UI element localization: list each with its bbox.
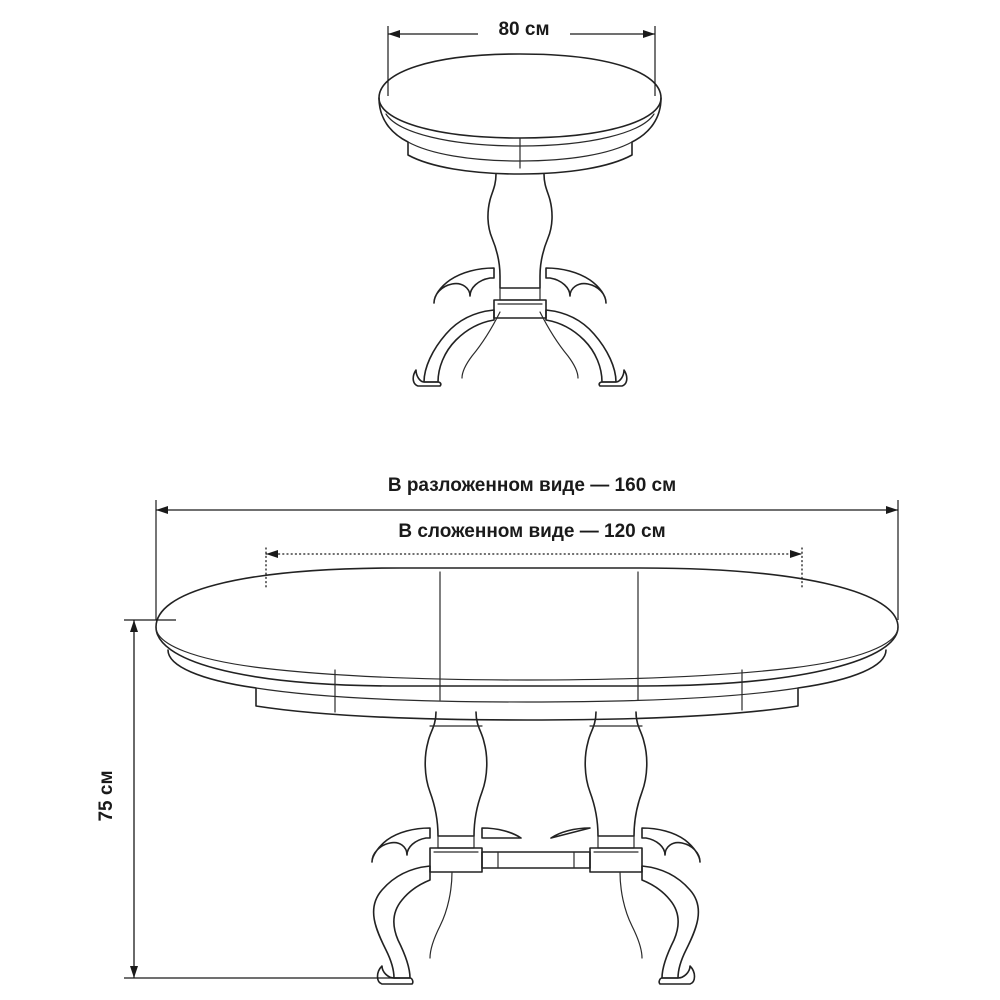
- top-width-label: 80 см: [498, 18, 550, 40]
- large-table-drawing: [156, 568, 898, 984]
- dimension-height: [88, 620, 400, 978]
- dimension-extended-width: [156, 475, 898, 620]
- dimension-top-width: [388, 19, 655, 96]
- height-label: 75 см: [96, 770, 118, 822]
- folded-width-label: В сложенном виде — 120 см: [398, 520, 666, 542]
- extended-width-label: В разложенном виде — 160 см: [387, 474, 677, 496]
- dimension-folded-width: [266, 521, 802, 588]
- small-table-drawing: [379, 54, 661, 386]
